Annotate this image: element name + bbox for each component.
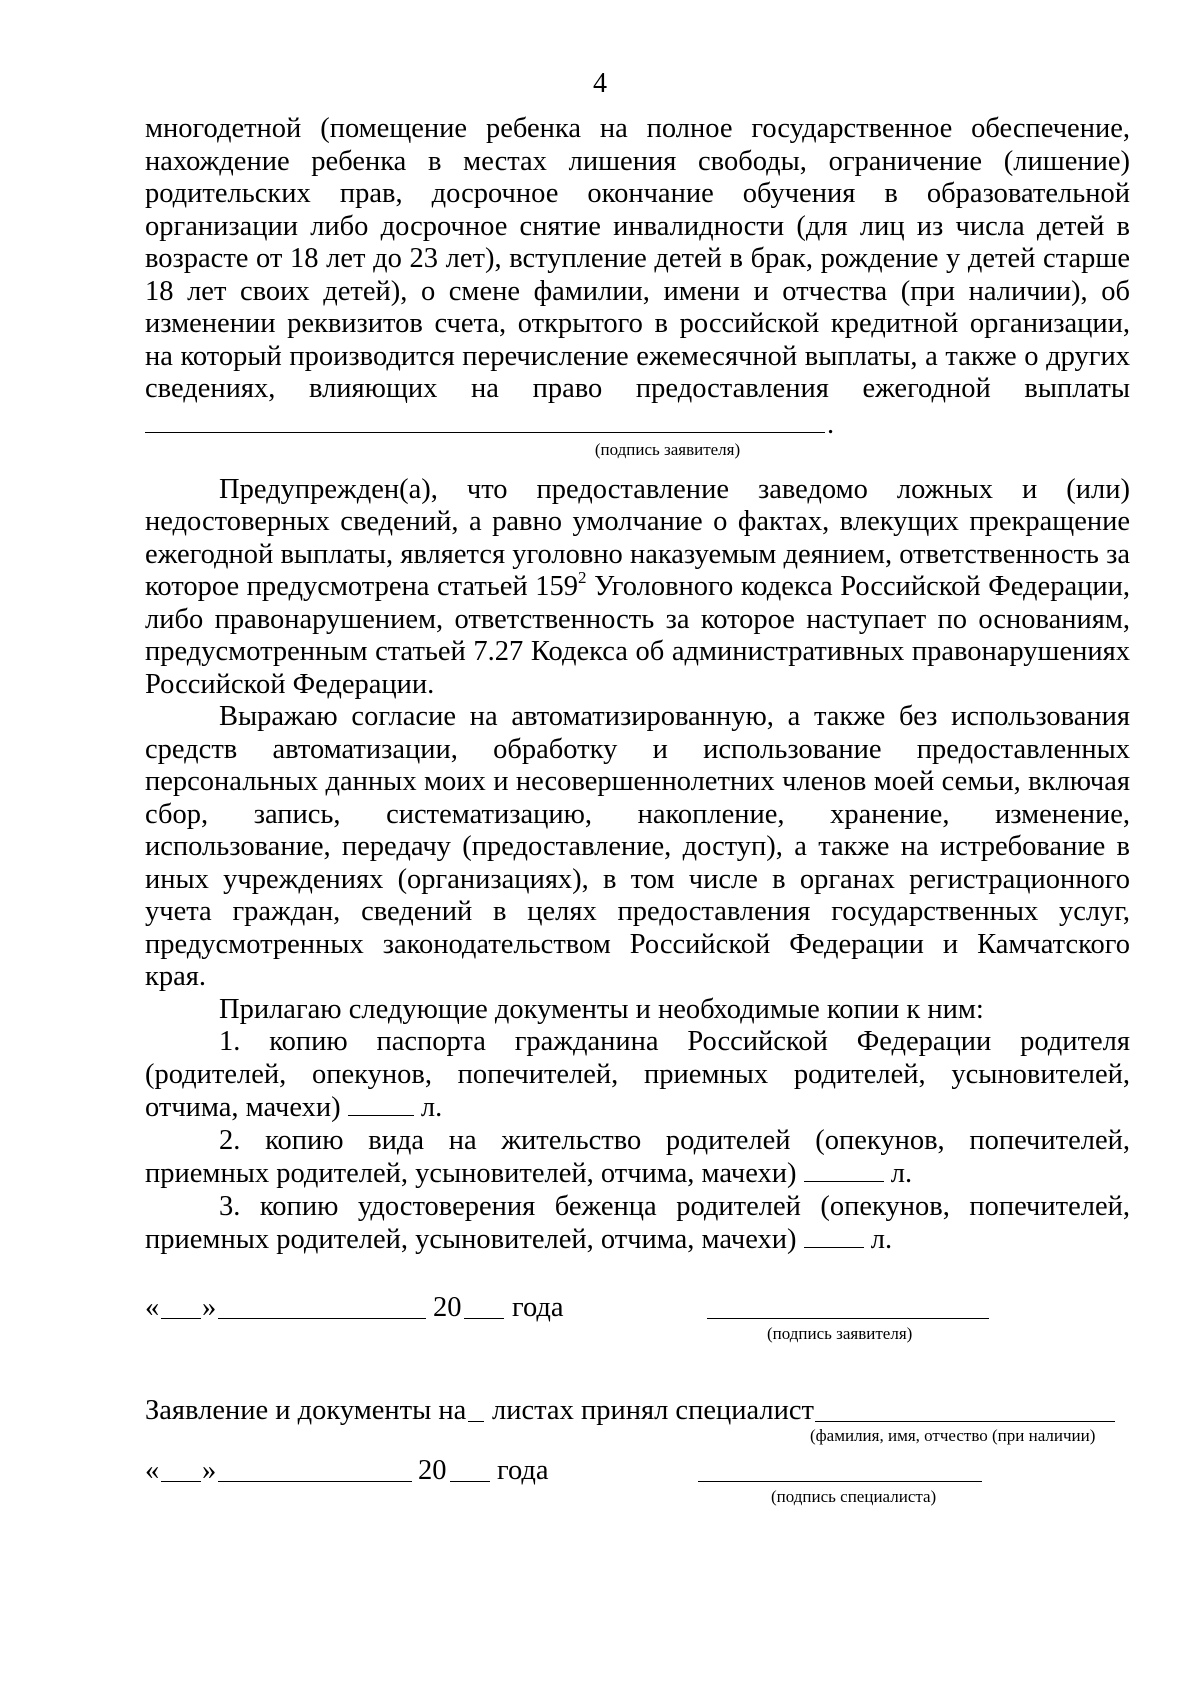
applicant-signature-line[interactable] — [707, 1294, 989, 1319]
applicant-day-field[interactable] — [161, 1294, 201, 1319]
specialist-month-field[interactable] — [218, 1457, 412, 1482]
body-text — [145, 113, 1130, 1257]
applicant-month-field[interactable] — [218, 1294, 426, 1319]
paragraph-changes: многодетной (помещение ребенка на полное государственное обеспечение, нахождение ребенка в местах лишения свободы, ограничение (лишение) родительских прав, досрочное окончание обучения в образовательной организации либо досрочное снятие инвалидности (для лиц из числа детей в возрасте от 18 лет до 23 лет), вступление детей в брак, рождение у детей старше 18 лет своих детей), о смене фамилии, имени и отчества (при наличии), об изменении реквизитов счета, открытого в российской кредитной организации, на который производится перечисление ежемесячной выплаты, а также о других сведениях, влияющих на право предоставления ежегодной выплаты — [145, 113, 1130, 404]
attachment-item-2: 2. копию вида на жительство родителей (опекунов, попечителей, приемных родителей, усыновителей, отчима, мачехи) л. — [145, 1124, 1130, 1189]
signature-line-row-1: . — [145, 406, 1130, 440]
attachment-item-1: 1. копию паспорта гражданина Российской Федерации родителя (родителей, опекунов, попечителей, приемных родителей, усыновителей, отчима, мачехи) л. — [145, 1026, 1130, 1123]
paragraph-warning: Предупрежден(а), что предоставление заведомо ложных и (или) недостоверных сведений, а равно умолчание о фактах, влекущих прекращение ежегодной выплаты, является уголовно наказуемым деянием, ответственность за которое предусмотрена статьей $159^2$ Уголовного кодекса Российской Федерации, либо правонарушением, ответственность за которое наступает по основаниям, предусмотренным статьей 7.27 Кодекса об административных правонарушениях Российской Федерации. — [145, 473, 1130, 700]
applicant-year-field[interactable] — [464, 1294, 504, 1319]
signature-caption-1: (подпись заявителя) — [594, 439, 741, 459]
signature-caption-2: (подпись заявителя) — [767, 1324, 913, 1343]
specialist-year-field[interactable] — [450, 1457, 490, 1482]
fio-caption: (фамилия, имя, отчество (при наличии) — [810, 1426, 1096, 1445]
sheets-count-field-3[interactable] — [804, 1223, 864, 1248]
specialist-caption: (подпись специалиста) — [771, 1487, 937, 1506]
attachments-intro: Прилагаю следующие документы и необходимые копии к ним: — [219, 993, 984, 1025]
sheets-count-field-2[interactable] — [804, 1157, 884, 1182]
attachment-item-3: 3. копию удостоверения беженца родителей (опекунов, попечителей, приемных родителей, усыновителей, отчима, мачехи) л. — [145, 1190, 1130, 1255]
specialist-signature-line[interactable] — [698, 1457, 982, 1482]
accepted-sheets-field[interactable] — [468, 1397, 484, 1422]
signature-line-1[interactable] — [145, 408, 825, 433]
paragraph-consent: Выражаю согласие на автоматизированную, а также без использования средств автоматизации, обработку и использование предоставленных персональных данных моих и несовершеннолетних членов моей семьи, включая сбор, запись, систематизацию, накопление, хранение, изменение, использование, передачу (предоставление, доступ), а также на истребование в иных учреждениях (организациях), в том числе в органах регистрационного учета граждан, сведений в целях предоставления государственных услуг, предусмотренных законодательством Российской Федерации и Камчатского края. — [145, 701, 1130, 992]
sheets-count-field-1[interactable] — [348, 1091, 414, 1116]
document-page: 4 многодетной (помещение ребенка на полное государственное обеспечение, нахождение ребенка в местах лишения свободы, ограничение (лишение) родительских прав, досрочное окончание обучения в образовательной организации либо досрочное снятие инвалидности (для лиц из числа детей в возрасте от 18 лет до 23 лет), вступление детей в брак, рождение у детей старше 18 лет своих детей), о смене фамилии, имени и отчества (при наличии), об изменении реквизитов счета, открытого в российской кредитной организации, на который производится перечисление ежемесячной выплаты, а также о других сведениях, влияющих на право предоставления ежегодной выплаты . (подпись заявителя) Предупрежден(а), что предоставление заведомо ложных и (или) недостоверных сведений, а равно умолчание о фактах, влекущих прекращение ежегодной выплаты, является уголовно наказуемым деянием, ответственность за которое предусмотрена статьей $159^2$ Уголовного кодекса Российской Федерации, либо правонарушением, ответственность за которое наступает по основаниям, предусмотренным статьей 7.27 Кодекса об административных правонарушениях Российской Федерации. Выражаю согласие на автоматизированную, а также без использования средств автоматизации, обработку и использование предоставленных персональных данных моих и несовершеннолетних членов моей семьи, включая сбор, запись, систематизацию, накопление, хранение, изменение, использование, передачу (предоставление, доступ), а также на истребование в иных учреждениях (организациях), в том числе в органах регистрационного учета граждан, сведений в целях предоставления государственных услуг, предусмотренных законодательством Российской Федерации и Камчатского края. Прилагаю следующие документы и необходимые копии к ним: 1. копию паспорта гражданина Российской Федерации родителя (родителей, опекунов, попечителей, приемных родителей, усыновителей, отчима, мачехи) л. 2. копию вида на жительство родителей (опекунов, попечителей, приемных родителей, усыновителей, отчима, мачехи) л. 3. копию удостоверения беженца родителей (опекунов, попечителей, приемных родителей, усыновителей, отчима, мачехи) л. « » 20 года (подпись заявителя) Заявление и документы на листах принял специалист (фамилия, имя, отчество (при наличии) « » 20 года (подпись специалиста) — [0, 0, 1200, 1697]
specialist-day-field[interactable] — [161, 1457, 201, 1482]
page-number: 4 — [593, 68, 607, 99]
specialist-name-line[interactable] — [815, 1397, 1115, 1422]
footnote-sup: 2 — [578, 568, 587, 587]
